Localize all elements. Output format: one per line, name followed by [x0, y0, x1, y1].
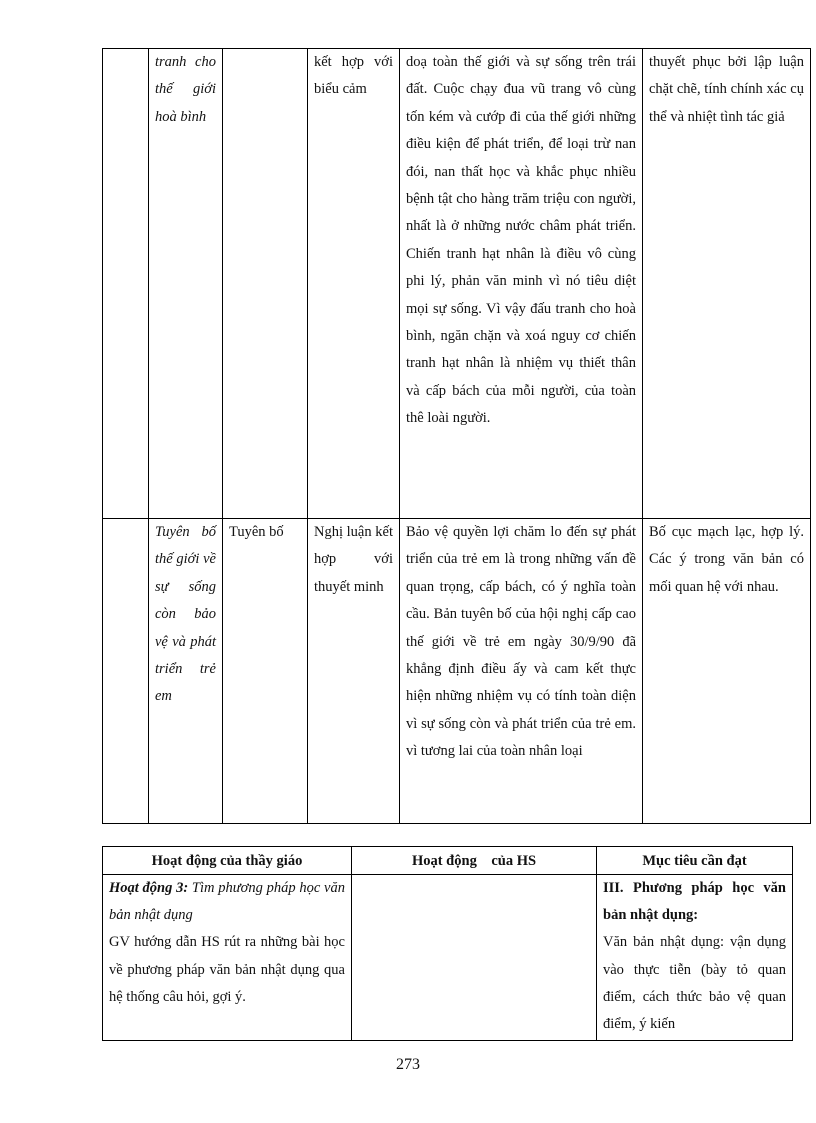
- table-header-row: [103, 847, 793, 875]
- activity-title: Tìm phương pháp học văn bản nhật dụng: [109, 880, 345, 924]
- index-cell: [103, 49, 149, 519]
- art-cell: thuyết phục bởi lập luận chặt chẽ, tính chính xác cụ thể và nhiệt tình tác giả: [643, 49, 811, 519]
- method-cell: kết hợp với biểu cảm: [308, 49, 400, 519]
- content-cell: doạ toàn thế giới và sự sống trên trái đất. Cuộc chạy đua vũ trang vô cùng tốn kém và cướp đi của thế giới những điều kiện để phát triển, để loại trừ nan đói, nan thất học và khắc phục nhiều bệnh tật cho hàng trăm triệu con người, nhất là ở những nước châm phát triển. Chiến tranh hạt nhân là điều vô cùng phi lý, phản văn minh vì nó tiêu diệt mọi sự sống. Vì vậy đấu tranh cho hoà bình, ngăn chặn và xoá nguy cơ chiến tranh hạt nhân là nhiệm vụ thiết thân và cấp bách của mỗi người, của toàn thê loài người.: [400, 49, 643, 519]
- header-student: Hoạt động của HS: [352, 847, 597, 875]
- literature-summary-table: [102, 48, 811, 824]
- page-number: 273: [396, 1056, 420, 1073]
- student-activity-cell: [352, 875, 597, 1041]
- goal-text: Văn bản nhật dụng: vận dụng vào thực tiễn (bày tỏ quan điểm, cách thức bảo vệ quan điểm, ý kiến: [603, 934, 786, 1033]
- index-cell: [103, 519, 149, 824]
- header-teacher: Hoạt động của thầy giáo: [103, 847, 352, 875]
- activity-table: [102, 846, 793, 1041]
- art-cell: Bố cục mạch lạc, hợp lý. Các ý trong văn bản có mối quan hệ với nhau.: [643, 519, 811, 824]
- teacher-activity-cell: [103, 875, 352, 1041]
- genre-cell: Tuyên bố: [223, 519, 308, 824]
- table-row: [103, 519, 811, 824]
- goal-title: III. Phương pháp học văn bản nhật dụng:: [603, 880, 786, 924]
- table-row: [103, 875, 793, 1041]
- activity-text: GV hướng dẫn HS rút ra những bài học về phương pháp văn bản nhật dụng qua hệ thống câu hỏi, gợi ý.: [109, 934, 345, 1005]
- method-cell: Nghị luận kết hợp với thuyết minh: [308, 519, 400, 824]
- work-title-cell: tranh cho thế giới hoà bình: [149, 49, 223, 519]
- work-title-cell: Tuyên bố thế giới về sự sống còn bảo vệ và phát triển trẻ em: [149, 519, 223, 824]
- table-row: [103, 49, 811, 519]
- goal-cell: [597, 875, 793, 1041]
- genre-cell: [223, 49, 308, 519]
- content-cell: Bảo vệ quyền lợi chăm lo đến sự phát triển của trẻ em là trong những vấn đề quan trọng, cấp bách, có ý nghĩa toàn cầu. Bản tuyên bố của hội nghị cấp cao thế giới về trẻ em ngày 30/9/90 đã khẳng định điều ấy và cam kết thực hiện những nhiệm vụ có tính toàn diện vì sự sống còn và phát triển của trẻ em. vì tương lai của toàn nhân loại: [400, 519, 643, 824]
- activity-label: Hoạt động 3:: [109, 880, 189, 896]
- header-goal: Mục tiêu cần đạt: [597, 847, 793, 875]
